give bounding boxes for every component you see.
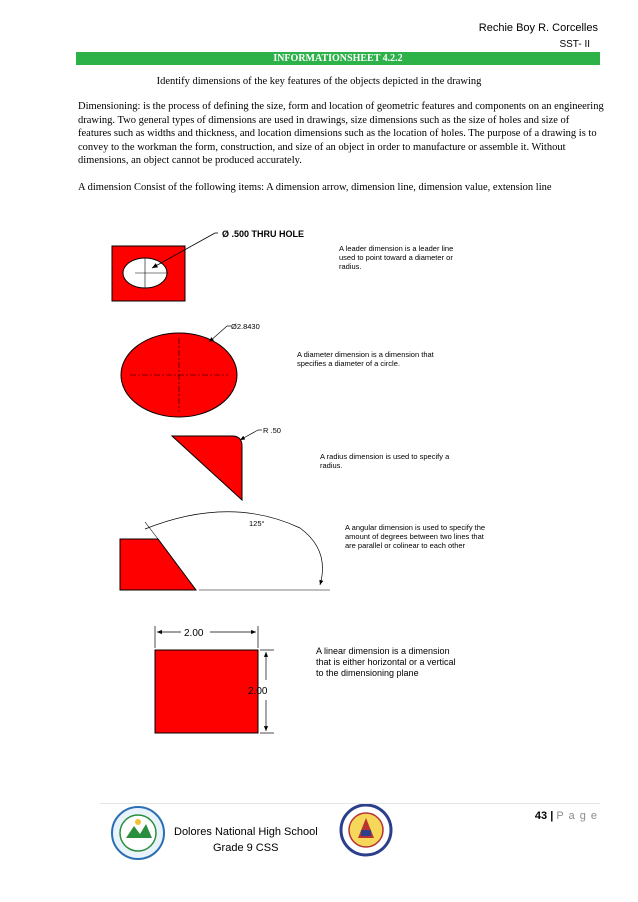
angular-desc-2: amount of degrees between two lines that	[345, 532, 484, 541]
deped-seal-logo	[341, 805, 391, 855]
linear-horizontal-label: 2.00	[184, 628, 204, 639]
header-subject: SST- II	[559, 39, 590, 50]
diameter-desc-2: specifies a diameter of a circle.	[297, 359, 400, 368]
sheet-subtitle: Identify dimensions of the key features of the objects depicted in the drawing	[156, 76, 482, 87]
triangle-fillet-shape	[172, 436, 242, 500]
angular-desc-1: A angular dimension is used to specify the	[345, 523, 486, 532]
page-number-value: 43	[534, 810, 548, 822]
linear-vertical-label: 2.00	[248, 686, 268, 697]
page-word: P a g e	[556, 810, 598, 822]
angular-desc-3: are parallel or colinear to each other	[345, 541, 466, 550]
angular-label: 125°	[249, 519, 265, 528]
angular-dimension-example	[120, 512, 485, 590]
leader-desc-3: radius.	[339, 262, 362, 271]
linear-desc-2: that is either horizontal or a vertical	[316, 657, 456, 667]
leader-desc-2: used to point toward a diameter or	[339, 253, 453, 262]
page-number	[535, 810, 598, 822]
angled-block-shape	[120, 539, 196, 590]
radius-label: R .50	[263, 426, 281, 435]
diameter-label: Ø2.8430	[231, 322, 260, 331]
paragraph-dimension-items: A dimension Consist of the following items: A dimension arrow, dimension line, dimension value, extension line	[78, 182, 552, 193]
rectangle-shape	[155, 650, 258, 733]
paragraph-dimensioning: Dimensioning: is the process of defining the size, form and location of geometric features and components on an engineering drawing. Two general types of dimensions are used in drawings, size dimensions such as the size of holes and size of features such as widths and thickness, and location dimensions such as the location of holes. The purpose of a drawing is to convey to the workman the form, construction, and size of an object in order to manufacture or assemble it. Without dimensions, an object cannot be produced accurately.	[78, 101, 604, 167]
radius-desc-1: A radius dimension is used to specify a	[320, 452, 450, 461]
grade-level: Grade 9 CSS	[213, 842, 279, 854]
leader-desc-1: A leader dimension is a leader line	[339, 244, 454, 253]
radius-dimension-example	[172, 426, 450, 500]
info-sheet-banner: INFORMATIONSHEET 4.2.2	[76, 52, 600, 65]
diameter-dimension-example	[121, 322, 435, 417]
school-name: Dolores National High School	[174, 826, 318, 838]
linear-desc-1: A linear dimension is a dimension	[316, 646, 450, 656]
linear-dimension-example	[155, 626, 456, 733]
diameter-desc-1: A diameter dimension is a dimension that	[297, 350, 434, 359]
header-author: Rechie Boy R. Corcelles	[478, 22, 598, 34]
school-logo	[112, 807, 164, 859]
linear-desc-3: to the dimensioning plane	[316, 668, 419, 678]
page-number-separator: |	[550, 810, 554, 822]
leader-label: Ø .500 THRU HOLE	[222, 229, 305, 239]
footer-divider	[100, 803, 600, 804]
radius-desc-2: radius.	[320, 461, 343, 470]
leader-dimension-example	[112, 229, 453, 301]
